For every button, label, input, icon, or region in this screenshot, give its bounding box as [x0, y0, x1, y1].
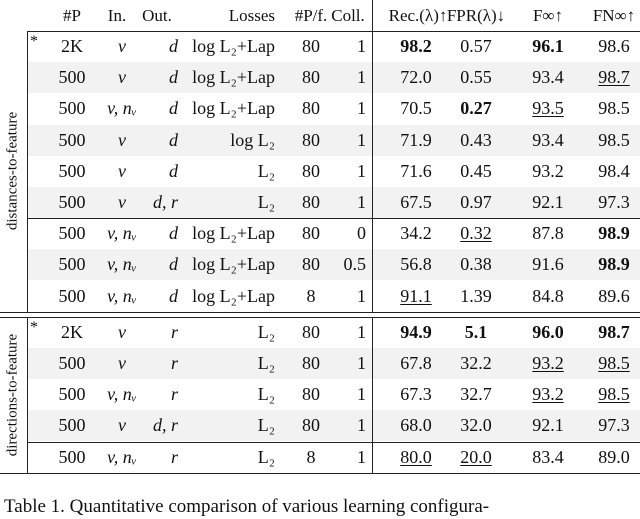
table-cell-f: 93.2 — [532, 353, 564, 373]
table-cell-out: r — [170, 321, 178, 342]
group-left-rule — [27, 317, 28, 473]
table-cell-pf: 80 — [302, 384, 320, 405]
table-cell-loss: L₂ — [257, 160, 275, 181]
table-cell-pf: 80 — [302, 36, 320, 56]
table-cell-rec: 67.8 — [400, 353, 432, 373]
table-cell-out: d — [169, 160, 178, 181]
table-cell-f: 93.5 — [532, 98, 564, 119]
table-cell-out: d — [169, 98, 178, 119]
table-cell-loss: L₂ — [257, 321, 275, 342]
header-cell: Coll. — [331, 6, 365, 25]
table-cell-loss: L₂ — [257, 415, 275, 436]
table-cell-p: 500 — [58, 160, 86, 181]
table-cell-f: 92.1 — [532, 415, 564, 436]
table-cell-coll: 1 — [357, 415, 366, 436]
table-cell-in: v, nᵥ — [107, 223, 137, 244]
table-cell-fpr: 0.27 — [460, 98, 492, 119]
table-cell-rec: 94.9 — [400, 321, 432, 342]
table-cell-pf: 80 — [302, 223, 320, 244]
table-cell-loss: log L₂+Lap — [192, 98, 275, 119]
table-cell-loss: L₂ — [257, 192, 275, 212]
table-cell-rec: 67.5 — [400, 192, 432, 212]
table-cell-fpr: 32.0 — [460, 415, 492, 436]
table-cell-in: v — [118, 129, 126, 150]
table-cell-p: 500 — [58, 192, 86, 212]
table-cell-coll: 1 — [357, 160, 366, 181]
table-cell-in: v, nᵥ — [107, 446, 137, 467]
table-cell-fn: 98.7 — [598, 321, 630, 342]
table-cell-loss: L₂ — [257, 353, 275, 373]
table-cell-fn: 98.5 — [598, 353, 630, 373]
table-cell-rec: 67.3 — [400, 384, 432, 405]
table-cell-coll: 1 — [357, 353, 366, 373]
table-cell-rec: 91.1 — [400, 285, 432, 306]
table-cell-in: v — [118, 321, 126, 342]
table-cell-p: 500 — [58, 254, 86, 275]
table-cell-in: v — [118, 36, 126, 56]
table-cell-fpr: 0.57 — [460, 36, 492, 56]
table-cell-rec: 34.2 — [400, 223, 432, 244]
table-cell-p: 500 — [58, 415, 86, 436]
table-cell-loss: log L₂+Lap — [192, 285, 275, 306]
table-cell-p: 500 — [58, 353, 86, 373]
table-cell-rec: 80.0 — [400, 446, 432, 467]
table-cell-fpr: 0.97 — [460, 192, 492, 212]
table-cell-coll: 1 — [357, 129, 366, 150]
table-cell-rec: 71.6 — [400, 160, 432, 181]
table-cell-f: 96.1 — [532, 36, 564, 56]
table-cell-coll: 1 — [357, 285, 366, 306]
table-cell-coll: 1 — [357, 446, 366, 467]
table-cell-fpr: 32.2 — [460, 353, 492, 373]
table-cell-fn: 98.6 — [598, 36, 630, 56]
table-cell-in: v — [118, 415, 126, 436]
table-cell-fpr: 5.1 — [464, 321, 488, 342]
table-cell-fn: 98.5 — [598, 98, 630, 119]
table-cell-pf: 80 — [302, 129, 320, 150]
table-cell-coll: 1 — [357, 384, 366, 405]
table-cell-rec: 98.2 — [400, 36, 432, 56]
table-cell-loss: L₂ — [257, 384, 275, 405]
table-cell-fpr: 0.38 — [460, 254, 492, 275]
table-cell-in: v, nᵥ — [107, 254, 137, 275]
table-cell-p: 500 — [58, 129, 86, 150]
table-cell-coll: 1 — [357, 67, 366, 88]
table-cell-fn: 98.7 — [598, 67, 630, 88]
table-cell-out: r — [170, 384, 178, 405]
table-cell-loss: log L₂+Lap — [192, 254, 275, 275]
metrics-divider — [372, 31, 373, 312]
table-cell-fn: 98.4 — [598, 160, 630, 181]
table-cell-f: 92.1 — [532, 192, 564, 212]
group-label: directions-to-feature — [4, 333, 21, 457]
table-cell-fpr: 0.43 — [460, 129, 492, 150]
header-cell: Out. — [142, 6, 172, 25]
table-cell-p: 500 — [58, 285, 86, 306]
header-cell: Losses — [228, 6, 275, 25]
table-cell-out: d — [169, 254, 178, 275]
table-cell-p: 2K — [61, 36, 83, 56]
header-cell: #P/f. — [294, 6, 328, 25]
table-cell-loss: log L₂+Lap — [192, 36, 275, 56]
table-cell-pf: 80 — [302, 67, 320, 88]
table-cell-rec: 56.8 — [400, 254, 432, 275]
table-cell-p: 500 — [58, 446, 86, 467]
table-cell-f: 83.4 — [532, 446, 564, 467]
table-cell-pf: 8 — [306, 285, 316, 306]
header-cell: FPR(λ)↓ — [446, 6, 506, 25]
table-cell-rec: 70.5 — [400, 98, 432, 119]
table-cell-fn: 97.3 — [598, 415, 630, 436]
table-cell-pf: 80 — [302, 160, 320, 181]
table-cell-in: v — [118, 192, 126, 212]
table-cell-out: r — [170, 446, 178, 467]
best-config-marker: * — [30, 33, 38, 50]
metrics-divider — [372, 0, 373, 31]
table-cell-f: 93.2 — [532, 160, 564, 181]
table-cell-in: v — [118, 160, 126, 181]
table-cell-p: 500 — [58, 223, 86, 244]
table-cell-out: d — [169, 223, 178, 244]
table-cell-fn: 98.5 — [598, 384, 630, 405]
group-left-rule — [27, 31, 28, 312]
table-cell-loss: log L₂ — [230, 129, 275, 150]
table-cell-out: d — [169, 285, 178, 306]
table-cell-f: 96.0 — [532, 321, 564, 342]
table-cell-out: r — [170, 353, 178, 373]
table-cell-in: v, nᵥ — [107, 285, 137, 306]
metrics-divider — [372, 317, 373, 473]
table-cell-out: d — [169, 129, 178, 150]
header-cell: In. — [107, 6, 127, 25]
table-cell-loss: log L₂+Lap — [192, 67, 275, 88]
table-cell-rec: 72.0 — [400, 67, 432, 88]
best-config-marker: * — [30, 318, 38, 336]
table-cell-out: d — [169, 36, 178, 56]
table-cell-f: 93.4 — [532, 129, 564, 150]
table-cell-fn: 98.9 — [598, 254, 630, 275]
group-rule — [0, 312, 640, 313]
table-cell-coll: 1 — [357, 321, 366, 342]
table-cell-fn: 89.6 — [598, 285, 630, 306]
table-cell-rec: 71.9 — [400, 129, 432, 150]
table-cell-pf: 80 — [302, 321, 320, 342]
table-caption: Table 1. Quantitative comparison of various learning configura- — [4, 496, 490, 517]
table-cell-pf: 80 — [302, 254, 320, 275]
header-cell: Rec.(λ)↑ — [388, 6, 448, 25]
table-cell-fn: 98.9 — [598, 223, 630, 244]
group-label: distances-to-feature — [4, 112, 21, 231]
table-cell-f: 91.6 — [532, 254, 564, 275]
table-cell-p: 500 — [58, 384, 86, 405]
table-cell-fn: 89.0 — [598, 446, 630, 467]
header-cell: FN∞↑ — [592, 6, 636, 25]
table-cell-fpr: 0.32 — [460, 223, 492, 244]
table-cell-in: v — [118, 67, 126, 88]
table-cell-f: 84.8 — [532, 285, 564, 306]
table-cell-in: v — [118, 353, 126, 373]
table-cell-pf: 80 — [302, 98, 320, 119]
table-cell-p: 500 — [58, 98, 86, 119]
table-cell-out: d, r — [152, 415, 178, 436]
table-cell-fpr: 0.45 — [460, 160, 492, 181]
table-cell-coll: 0 — [357, 223, 366, 244]
table-cell-coll: 1 — [357, 192, 366, 212]
table-cell-out: d, r — [152, 192, 178, 212]
table-cell-fn: 98.5 — [598, 129, 630, 150]
table-cell-p: 500 — [58, 67, 86, 88]
table-cell-loss: L₂ — [257, 446, 275, 467]
table-cell-rec: 68.0 — [400, 415, 432, 436]
table-cell-in: v, nᵥ — [107, 98, 137, 119]
table-cell-f: 87.8 — [532, 223, 564, 244]
table-cell-f: 93.2 — [532, 384, 564, 405]
table-cell-fpr: 0.55 — [460, 67, 492, 88]
table-bottom-rule — [0, 473, 640, 474]
table-cell-coll: 0.5 — [343, 254, 366, 275]
table-cell-f: 93.4 — [532, 67, 564, 88]
table-cell-fn: 97.3 — [598, 192, 630, 212]
table-cell-coll: 1 — [357, 36, 366, 56]
table-cell-fpr: 1.39 — [460, 285, 492, 306]
header-cell: F∞↑ — [532, 6, 564, 25]
table-cell-pf: 8 — [306, 446, 316, 467]
table-cell-loss: log L₂+Lap — [192, 223, 275, 244]
table-cell-p: 2K — [61, 321, 83, 342]
header-cell: #P — [63, 6, 81, 25]
table-cell-fpr: 32.7 — [460, 384, 492, 405]
table-cell-pf: 80 — [302, 415, 320, 436]
table-cell-pf: 80 — [302, 353, 320, 373]
table-cell-out: d — [169, 67, 178, 88]
table-cell-fpr: 20.0 — [460, 446, 492, 467]
table-cell-pf: 80 — [302, 192, 320, 212]
table-cell-in: v, nᵥ — [107, 384, 137, 405]
table-cell-coll: 1 — [357, 98, 366, 119]
